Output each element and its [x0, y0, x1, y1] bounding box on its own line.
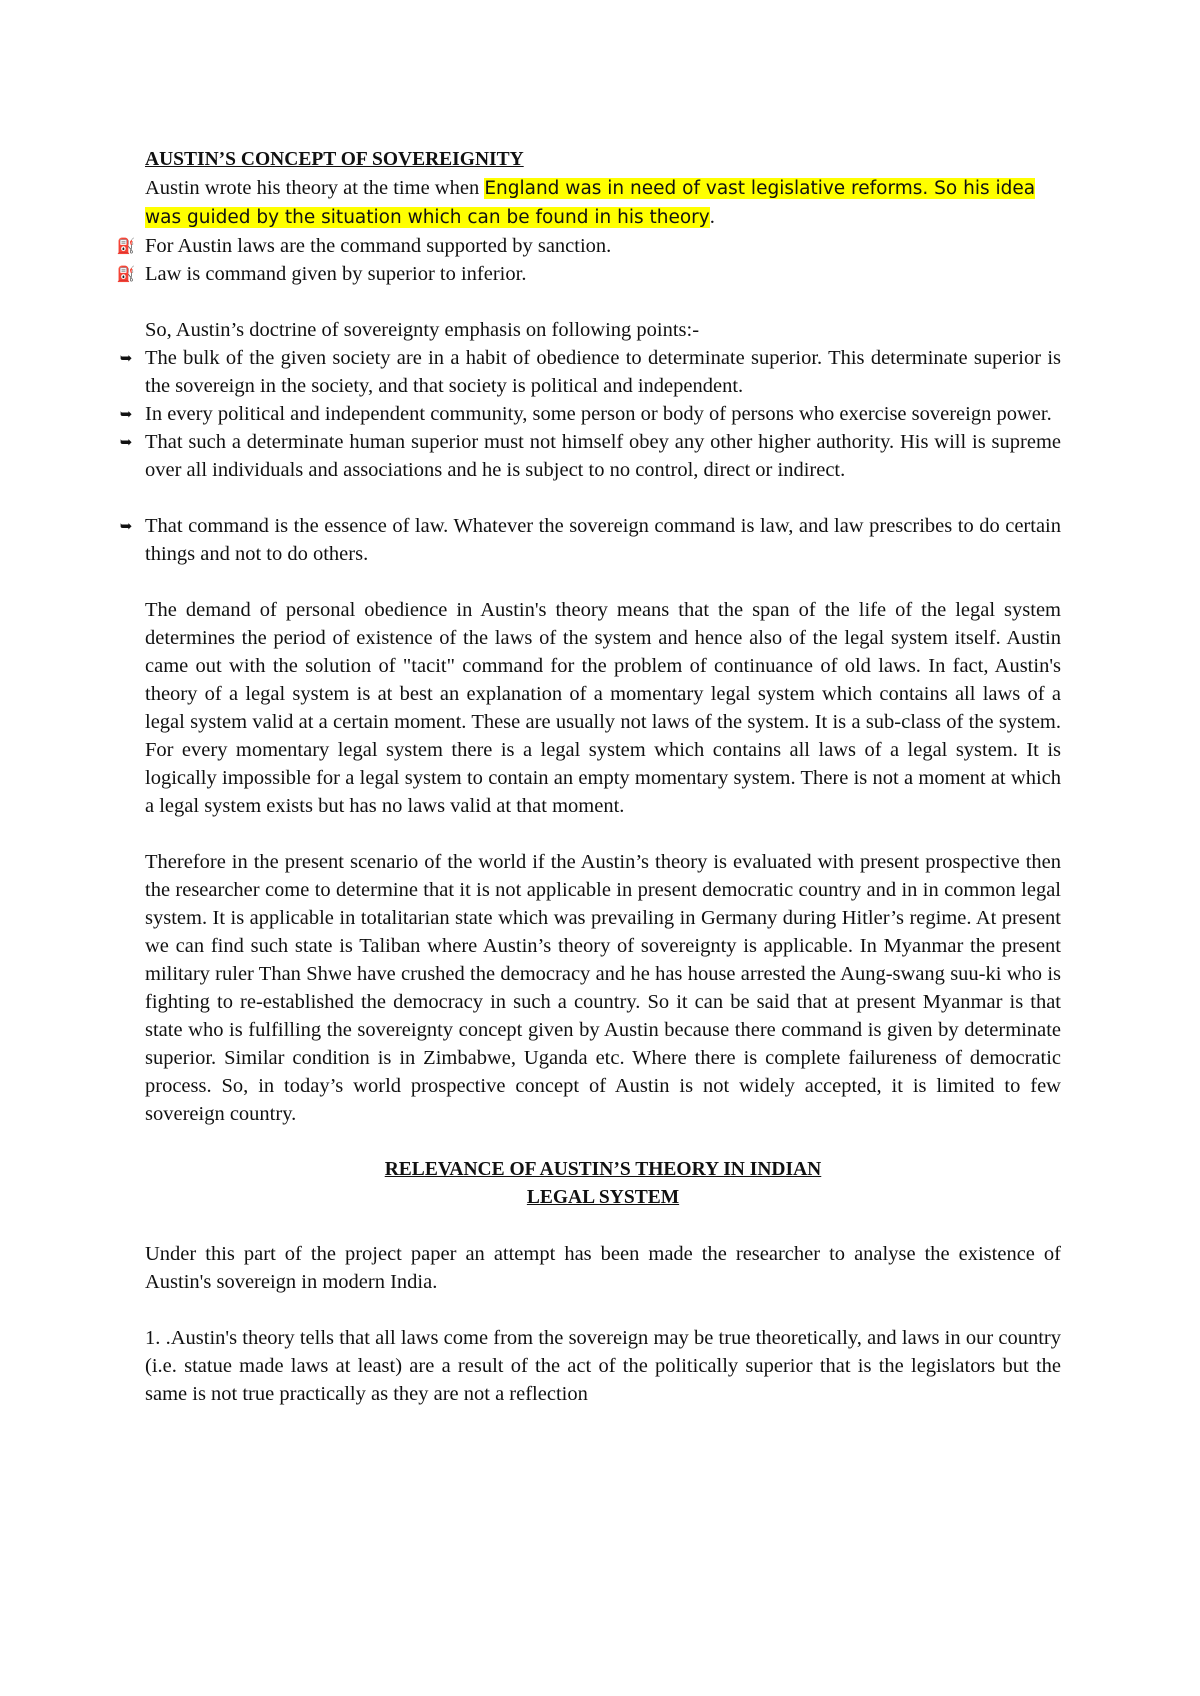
spacer [145, 568, 1061, 596]
document-body [116, 146, 1061, 1408]
body-paragraph: The demand of personal obedience in Austin's theory means that the span of the life of the legal system determines the period of existence of the laws of the system and hence also of the legal system itself. Austin came out with the solution of "tacit" command for the problem of continuance of old laws. In fact, Austin's theory of a legal system is at best an explanation of a momentary legal system which contains all laws of a legal system valid at a certain moment. These are usually not laws of the system. It is a sub-class of the system. For every momentary legal system there is a legal system which contains all laws of a legal system. It is logically impossible for a legal system to contain an empty momentary system. There is not a moment at which a legal system exists but has no laws valid at that moment. [145, 599, 1061, 817]
arrow-bullet-icon: ➥ [119, 405, 133, 423]
spacer [145, 484, 1061, 512]
doctrine-point [119, 512, 1061, 568]
doctrine-point [119, 428, 1061, 484]
arrow-bullet-icon: ➥ [119, 433, 133, 451]
law-point-text: Law is command given by superior to inferior. [145, 263, 527, 285]
body-paragraph: Under this part of the project paper an attempt has been made the researcher to analyse the existence of Austin's sovereign in modern India. [145, 1243, 1061, 1293]
arrow-bullet-icon: ➥ [119, 517, 133, 535]
spacer [145, 820, 1061, 848]
doctrine-point-text: The bulk of the given society are in a habit of obedience to determinate superior. This determinate superior is the sovereign in the society, and that society is political and independent. [145, 347, 1061, 397]
highlighted-text: England was in need of vast legislative reforms. So his idea was guided by the situation which can be found in his theory [145, 178, 1036, 228]
spacer [145, 288, 1061, 316]
body-paragraph: Therefore in the present scenario of the world if the Austin’s theory is evaluated with present prospective then the researcher come to determine that it is not applicable in present democratic country and in in common legal system. It is applicable in totalitarian state which was prevailing in Germany during Hitler’s regime. At present we can find such state is Taliban where Austin’s theory of sovereignty is applicable. In Myanmar the present military ruler Than Shwe have crushed the democracy and he has house arrested the Aung-swang suu-ki who is fighting to re-established the democracy in such a country. So it can be said that at present Myanmar is that state who is fulfilling the sovereignty concept given by Austin because there command is given by determinate superior. Similar condition is in Zimbabwe, Uganda etc. Where there is complete failureness of democratic process. So, in today’s world prospective concept of Austin is not widely accepted, it is limited to few sovereign country. [145, 851, 1061, 1125]
law-point [116, 260, 1061, 288]
law-point [116, 232, 1061, 260]
doctrine-point-text: In every political and independent community, some person or body of persons who exercise sovereign power. [145, 403, 1052, 425]
spacer [145, 1212, 1061, 1240]
section-heading-line: RELEVANCE OF AUSTIN’S THEORY IN INDIAN [384, 1159, 822, 1180]
doctrine-point-text: That command is the essence of law. Whatever the sovereign command is law, and law prescribes to do certain things and not to do others. [145, 515, 1061, 565]
bus-bullet-icon: ⛽ [116, 237, 136, 255]
arrow-bullet-icon: ➥ [119, 349, 133, 367]
doctrine-intro: So, Austin’s doctrine of sovereignty emphasis on following points:- [145, 319, 700, 341]
law-point-text: For Austin laws are the command supported by sanction. [145, 235, 612, 257]
spacer [145, 1296, 1061, 1324]
intro-paragraph [145, 174, 1061, 232]
intro-end: . [709, 206, 715, 228]
section-heading-line: LEGAL SYSTEM [526, 1187, 680, 1208]
spacer [145, 1128, 1061, 1156]
doctrine-point-text: That such a determinate human superior must not himself obey any other higher authority. His will is supreme over all individuals and associations and he is subject to no control, direct or indirect. [145, 431, 1061, 481]
section-title: AUSTIN’S CONCEPT OF SOVEREIGNITY [145, 149, 524, 170]
bus-bullet-icon: ⛽ [116, 265, 136, 283]
doctrine-point [119, 344, 1061, 400]
intro-text: Austin wrote his theory at the time when [145, 177, 485, 199]
numbered-paragraph: 1. .Austin's theory tells that all laws come from the sovereign may be true theoretically, and laws in our country (i.e. statue made laws at least) are a result of the act of the politically superior that is the legislators but the same is not true practically as they are not a reflection [145, 1327, 1061, 1405]
doctrine-point [119, 400, 1061, 428]
